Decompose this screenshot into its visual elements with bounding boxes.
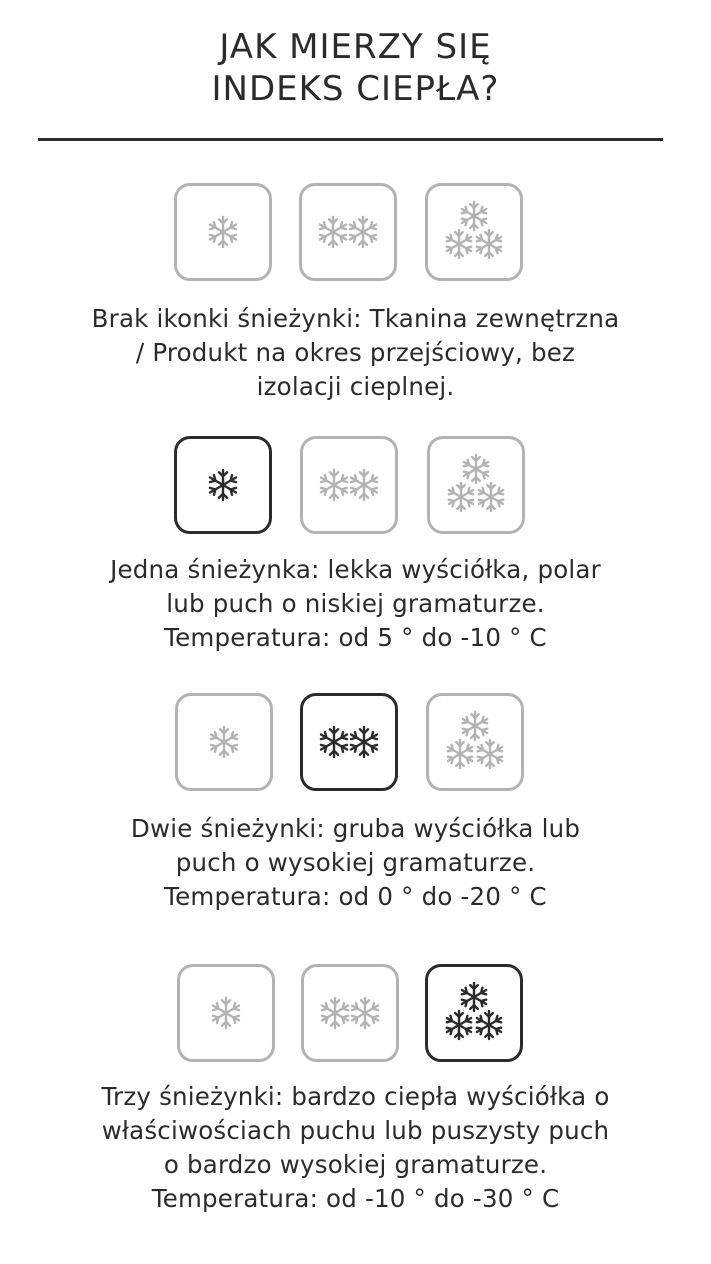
description-line: Temperatura: od 5 ° do -10 ° C — [164, 623, 547, 652]
snowflake-glyph — [322, 998, 348, 1028]
one-snowflake-icon — [174, 183, 272, 281]
snowflake-glyph — [351, 470, 377, 500]
snowflake-glyph — [479, 483, 503, 511]
description-line: Brak ikonki śnieżynki: Tkanina zewnętrzna — [91, 304, 620, 333]
snowflake-glyph — [447, 1011, 471, 1039]
snowflake-svg — [428, 967, 520, 1059]
title-line-1: JAK MIERZY SIĘ — [219, 27, 492, 67]
title-line-2: INDEKS CIEPŁA? — [211, 69, 500, 109]
snowflake-glyph — [462, 202, 486, 230]
two-snowflakes-icon — [300, 436, 398, 534]
snowflake-icon-row — [0, 183, 711, 285]
snowflake-svg — [428, 186, 520, 278]
snowflake-glyph — [477, 1011, 501, 1039]
snowflake-glyph — [350, 217, 376, 247]
snowflake-glyph — [351, 727, 377, 757]
snowflake-svg — [303, 439, 395, 531]
three-snowflakes-icon — [425, 964, 523, 1062]
one-snowflake-icon — [174, 436, 272, 534]
snowflake-svg — [430, 439, 522, 531]
snowflake-glyph — [478, 740, 502, 768]
snowflake-glyph — [210, 470, 236, 500]
snowflake-glyph — [213, 998, 239, 1028]
snowflake-svg — [302, 186, 394, 278]
snowflake-glyph — [321, 470, 347, 500]
snowflake-icon-row — [0, 693, 711, 795]
heat-level-description — [20, 553, 691, 655]
description-line: lub puch o niskiej gramaturze. — [166, 589, 545, 618]
heat-level-description — [20, 812, 691, 914]
description-line: o bardzo wysokiej gramaturze. — [163, 1150, 548, 1179]
snowflake-glyph — [448, 740, 472, 768]
snowflake-svg — [180, 967, 272, 1059]
snowflake-glyph — [210, 217, 236, 247]
snowflake-glyph — [447, 230, 471, 258]
snowflake-svg — [177, 439, 269, 531]
one-snowflake-icon — [175, 693, 273, 791]
description-line: Dwie śnieżynki: gruba wyściółka lub — [130, 814, 581, 843]
snowflake-glyph — [321, 727, 347, 757]
three-snowflakes-icon — [427, 436, 525, 534]
snowflake-glyph — [464, 455, 488, 483]
snowflake-glyph — [211, 727, 237, 757]
description-line: puch o wysokiej gramaturze. — [175, 848, 536, 877]
description-line: Trzy śnieżynki: bardzo ciepła wyściółka o — [101, 1082, 610, 1111]
title-divider — [38, 138, 663, 141]
two-snowflakes-icon — [300, 693, 398, 791]
heat-level-description — [20, 1080, 691, 1216]
description-line: Temperatura: od 0 ° do -20 ° C — [164, 882, 547, 911]
three-snowflakes-icon — [425, 183, 523, 281]
two-snowflakes-icon — [301, 964, 399, 1062]
snowflake-svg — [303, 696, 395, 788]
snowflake-glyph — [352, 998, 378, 1028]
description-line: właściwościach puchu lub puszysty puch — [101, 1116, 610, 1145]
snowflake-svg — [429, 696, 521, 788]
page-title — [0, 26, 711, 110]
one-snowflake-icon — [177, 964, 275, 1062]
snowflake-glyph — [320, 217, 346, 247]
two-snowflakes-icon — [299, 183, 397, 281]
snowflake-icon-row — [0, 436, 711, 538]
description-line: izolacji cieplnej. — [256, 372, 455, 401]
description-line: Temperatura: od -10 ° do -30 ° C — [151, 1184, 560, 1213]
snowflake-glyph — [449, 483, 473, 511]
snowflake-icon-row — [0, 964, 711, 1066]
snowflake-glyph — [477, 230, 501, 258]
snowflake-svg — [178, 696, 270, 788]
snowflake-svg — [177, 186, 269, 278]
description-line: / Produkt na okres przejściowy, bez — [135, 338, 576, 367]
snowflake-glyph — [462, 983, 486, 1011]
three-snowflakes-icon — [426, 693, 524, 791]
heat-level-description — [20, 302, 691, 404]
snowflake-glyph — [463, 712, 487, 740]
snowflake-svg — [304, 967, 396, 1059]
description-line: Jedna śnieżynka: lekka wyściółka, polar — [110, 555, 601, 584]
